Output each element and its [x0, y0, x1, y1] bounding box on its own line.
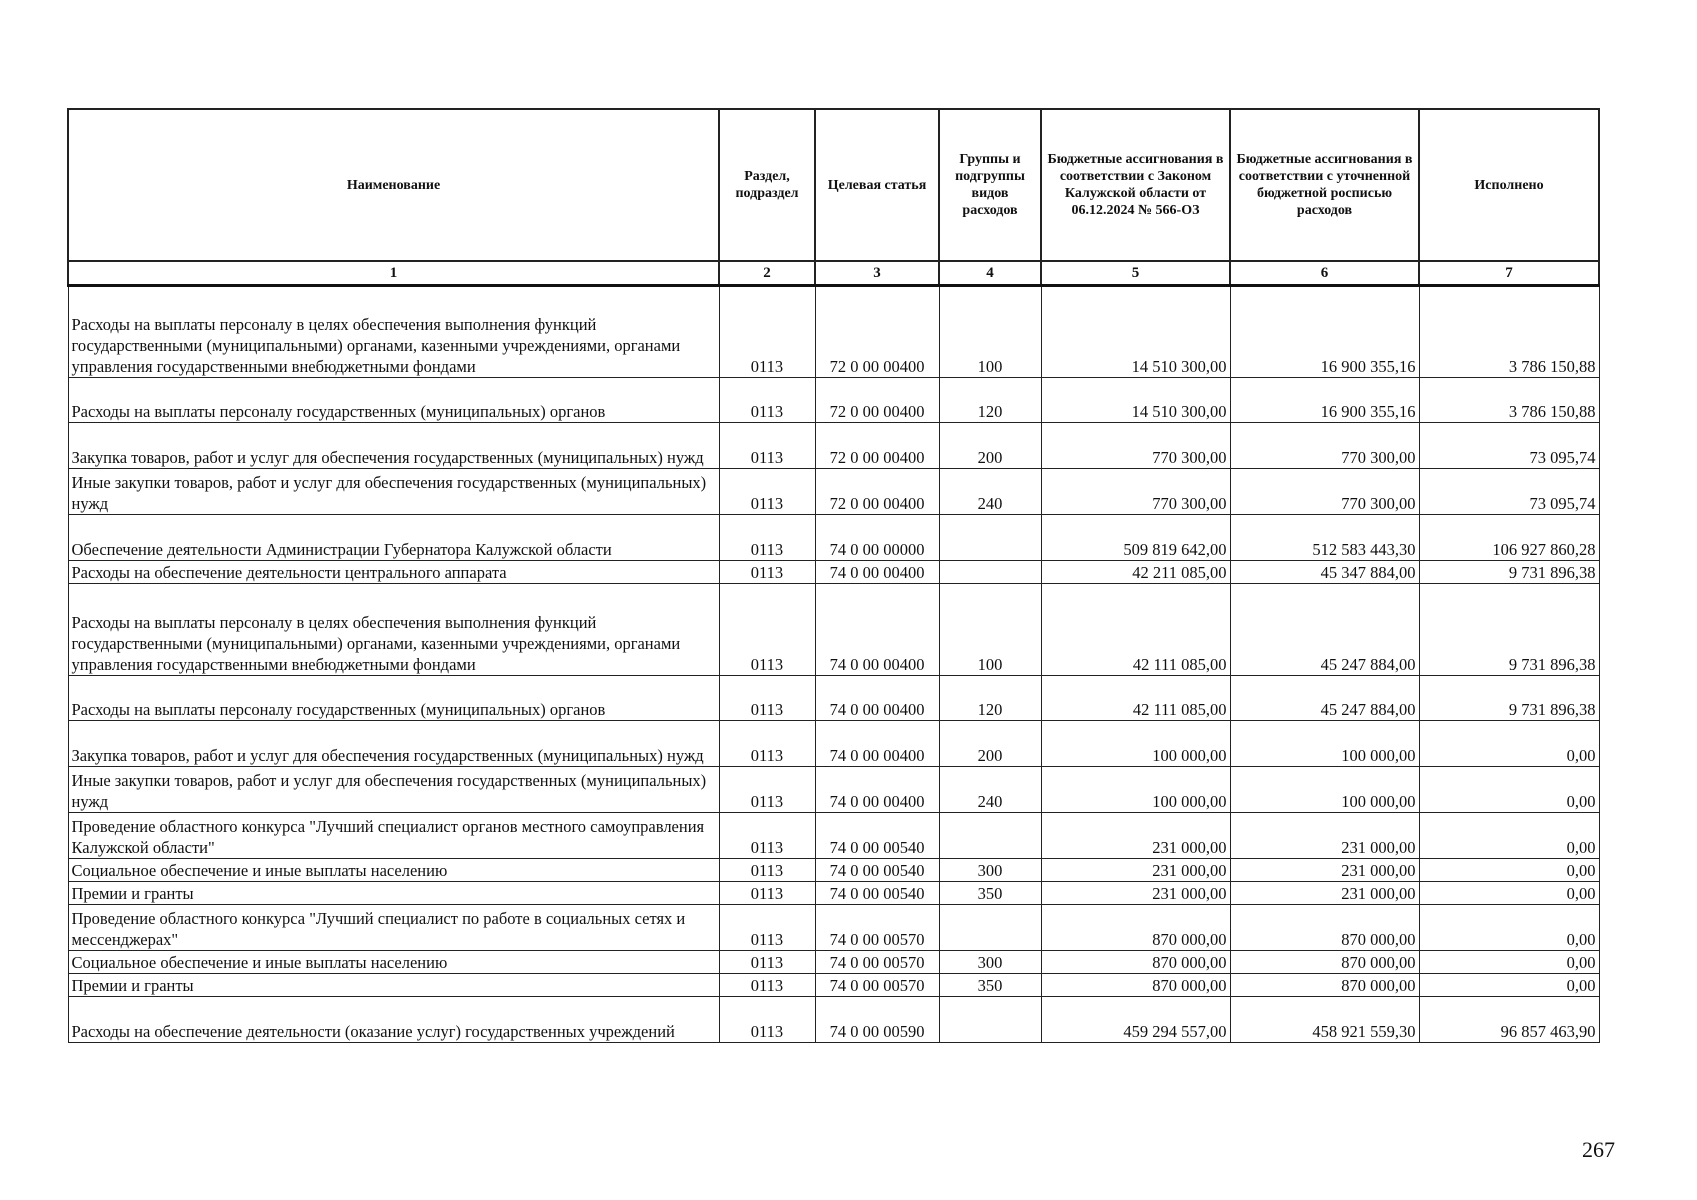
row-expense-group: 100 [939, 584, 1041, 676]
row-section: 0113 [719, 951, 815, 974]
row-target-article: 74 0 00 00400 [815, 767, 939, 813]
row-executed: 0,00 [1419, 905, 1599, 951]
row-refined-allocation: 100 000,00 [1230, 767, 1419, 813]
row-law-allocation: 42 111 085,00 [1041, 676, 1230, 721]
table-row [68, 882, 1599, 905]
table-row [68, 469, 1599, 515]
row-law-allocation: 231 000,00 [1041, 882, 1230, 905]
table-row [68, 974, 1599, 997]
row-refined-allocation: 231 000,00 [1230, 882, 1419, 905]
row-expense-group [939, 905, 1041, 951]
budget-table [67, 108, 1600, 1043]
row-executed: 0,00 [1419, 859, 1599, 882]
row-refined-allocation: 16 900 355,16 [1230, 378, 1419, 423]
row-executed: 0,00 [1419, 974, 1599, 997]
row-refined-allocation: 870 000,00 [1230, 905, 1419, 951]
row-expense-group [939, 515, 1041, 561]
row-name: Иные закупки товаров, работ и услуг для обеспечения государственных (муниципальных) нужд [68, 767, 719, 813]
row-expense-group: 240 [939, 767, 1041, 813]
row-law-allocation: 870 000,00 [1041, 951, 1230, 974]
row-expense-group: 200 [939, 423, 1041, 469]
row-expense-group: 240 [939, 469, 1041, 515]
header-refined-allocations: Бюджетные ассигнования в соответствии с уточненной бюджетной росписью расходов [1230, 109, 1419, 261]
row-expense-group: 350 [939, 882, 1041, 905]
row-section: 0113 [719, 469, 815, 515]
row-name: Расходы на обеспечение деятельности центрального аппарата [68, 561, 719, 584]
row-target-article: 74 0 00 00570 [815, 951, 939, 974]
column-number: 6 [1230, 261, 1419, 286]
header-expense-groups: Группы и подгруппы видов расходов [939, 109, 1041, 261]
row-name: Проведение областного конкурса "Лучший специалист по работе в социальных сетях и мессенджерах" [68, 905, 719, 951]
row-executed: 0,00 [1419, 721, 1599, 767]
row-law-allocation: 770 300,00 [1041, 423, 1230, 469]
table-row [68, 561, 1599, 584]
row-law-allocation: 231 000,00 [1041, 813, 1230, 859]
row-name: Обеспечение деятельности Администрации Губернатора Калужской области [68, 515, 719, 561]
row-refined-allocation: 16 900 355,16 [1230, 286, 1419, 378]
table-row [68, 378, 1599, 423]
row-expense-group: 120 [939, 378, 1041, 423]
row-executed: 3 786 150,88 [1419, 378, 1599, 423]
table-row [68, 423, 1599, 469]
row-target-article: 74 0 00 00400 [815, 676, 939, 721]
table-row [68, 997, 1599, 1043]
row-refined-allocation: 231 000,00 [1230, 859, 1419, 882]
row-executed: 106 927 860,28 [1419, 515, 1599, 561]
row-name: Расходы на выплаты персоналу государственных (муниципальных) органов [68, 378, 719, 423]
row-expense-group [939, 561, 1041, 584]
column-number: 4 [939, 261, 1041, 286]
column-number: 2 [719, 261, 815, 286]
row-name: Премии и гранты [68, 882, 719, 905]
row-name: Расходы на обеспечение деятельности (оказание услуг) государственных учреждений [68, 997, 719, 1043]
row-name: Социальное обеспечение и иные выплаты населению [68, 859, 719, 882]
table-row [68, 905, 1599, 951]
row-section: 0113 [719, 584, 815, 676]
row-section: 0113 [719, 997, 815, 1043]
row-section: 0113 [719, 378, 815, 423]
header-section: Раздел, подраздел [719, 109, 815, 261]
row-section: 0113 [719, 561, 815, 584]
row-executed: 0,00 [1419, 951, 1599, 974]
row-executed: 96 857 463,90 [1419, 997, 1599, 1043]
row-law-allocation: 42 211 085,00 [1041, 561, 1230, 584]
row-expense-group [939, 813, 1041, 859]
row-executed: 9 731 896,38 [1419, 676, 1599, 721]
row-refined-allocation: 458 921 559,30 [1230, 997, 1419, 1043]
row-section: 0113 [719, 515, 815, 561]
row-section: 0113 [719, 882, 815, 905]
row-expense-group: 350 [939, 974, 1041, 997]
column-number: 1 [68, 261, 719, 286]
row-name: Иные закупки товаров, работ и услуг для обеспечения государственных (муниципальных) нужд [68, 469, 719, 515]
table-row [68, 721, 1599, 767]
table-row [68, 951, 1599, 974]
row-law-allocation: 100 000,00 [1041, 721, 1230, 767]
table-row [68, 859, 1599, 882]
table-row [68, 813, 1599, 859]
header-law-allocations: Бюджетные ассигнования в соответствии с Законом Калужской области от 06.12.2024 № 566-ОЗ [1041, 109, 1230, 261]
row-executed: 9 731 896,38 [1419, 584, 1599, 676]
row-name: Премии и гранты [68, 974, 719, 997]
row-target-article: 72 0 00 00400 [815, 469, 939, 515]
row-name: Закупка товаров, работ и услуг для обеспечения государственных (муниципальных) нужд [68, 423, 719, 469]
row-refined-allocation: 100 000,00 [1230, 721, 1419, 767]
row-executed: 3 786 150,88 [1419, 286, 1599, 378]
row-target-article: 72 0 00 00400 [815, 423, 939, 469]
row-target-article: 72 0 00 00400 [815, 286, 939, 378]
table-row [68, 767, 1599, 813]
row-executed: 9 731 896,38 [1419, 561, 1599, 584]
row-refined-allocation: 231 000,00 [1230, 813, 1419, 859]
row-law-allocation: 459 294 557,00 [1041, 997, 1230, 1043]
row-section: 0113 [719, 905, 815, 951]
row-section: 0113 [719, 423, 815, 469]
row-law-allocation: 14 510 300,00 [1041, 286, 1230, 378]
row-law-allocation: 42 111 085,00 [1041, 584, 1230, 676]
page-number: 267 [1582, 1137, 1615, 1162]
row-executed: 0,00 [1419, 882, 1599, 905]
row-law-allocation: 870 000,00 [1041, 974, 1230, 997]
row-name: Проведение областного конкурса "Лучший специалист органов местного самоуправления Калужской области" [68, 813, 719, 859]
row-target-article: 74 0 00 00540 [815, 859, 939, 882]
row-target-article: 74 0 00 00540 [815, 882, 939, 905]
row-section: 0113 [719, 286, 815, 378]
row-section: 0113 [719, 974, 815, 997]
row-refined-allocation: 870 000,00 [1230, 974, 1419, 997]
row-target-article: 74 0 00 00000 [815, 515, 939, 561]
row-refined-allocation: 45 347 884,00 [1230, 561, 1419, 584]
row-section: 0113 [719, 721, 815, 767]
row-refined-allocation: 45 247 884,00 [1230, 676, 1419, 721]
row-executed: 0,00 [1419, 813, 1599, 859]
header-target-article: Целевая статья [815, 109, 939, 261]
row-refined-allocation: 770 300,00 [1230, 469, 1419, 515]
row-expense-group: 300 [939, 951, 1041, 974]
row-target-article: 74 0 00 00570 [815, 974, 939, 997]
row-executed: 0,00 [1419, 767, 1599, 813]
row-expense-group [939, 997, 1041, 1043]
row-refined-allocation: 770 300,00 [1230, 423, 1419, 469]
row-refined-allocation: 512 583 443,30 [1230, 515, 1419, 561]
table-row [68, 286, 1599, 378]
column-number: 5 [1041, 261, 1230, 286]
row-executed: 73 095,74 [1419, 423, 1599, 469]
header-row [68, 109, 1599, 261]
row-law-allocation: 14 510 300,00 [1041, 378, 1230, 423]
row-section: 0113 [719, 767, 815, 813]
row-name: Расходы на выплаты персоналу в целях обеспечения выполнения функций государственными (муниципальными) органами, казенными учреждениями, органами управления государственными внебюджетными фондами [68, 584, 719, 676]
row-target-article: 74 0 00 00570 [815, 905, 939, 951]
row-name: Закупка товаров, работ и услуг для обеспечения государственных (муниципальных) нужд [68, 721, 719, 767]
row-expense-group: 300 [939, 859, 1041, 882]
header-executed: Исполнено [1419, 109, 1599, 261]
row-refined-allocation: 870 000,00 [1230, 951, 1419, 974]
row-law-allocation: 509 819 642,00 [1041, 515, 1230, 561]
row-expense-group: 200 [939, 721, 1041, 767]
column-number: 7 [1419, 261, 1599, 286]
row-expense-group: 120 [939, 676, 1041, 721]
table-row [68, 584, 1599, 676]
row-name: Социальное обеспечение и иные выплаты населению [68, 951, 719, 974]
row-section: 0113 [719, 676, 815, 721]
row-executed: 73 095,74 [1419, 469, 1599, 515]
header-name: Наименование [68, 109, 719, 261]
row-law-allocation: 870 000,00 [1041, 905, 1230, 951]
row-expense-group: 100 [939, 286, 1041, 378]
table-row [68, 515, 1599, 561]
row-refined-allocation: 45 247 884,00 [1230, 584, 1419, 676]
row-target-article: 74 0 00 00400 [815, 721, 939, 767]
row-name: Расходы на выплаты персоналу в целях обеспечения выполнения функций государственными (муниципальными) органами, казенными учреждениями, органами управления государственными внебюджетными фондами [68, 286, 719, 378]
column-number: 3 [815, 261, 939, 286]
row-law-allocation: 231 000,00 [1041, 859, 1230, 882]
row-target-article: 74 0 00 00540 [815, 813, 939, 859]
row-target-article: 72 0 00 00400 [815, 378, 939, 423]
row-law-allocation: 100 000,00 [1041, 767, 1230, 813]
row-section: 0113 [719, 813, 815, 859]
row-section: 0113 [719, 859, 815, 882]
row-target-article: 74 0 00 00400 [815, 561, 939, 584]
row-target-article: 74 0 00 00400 [815, 584, 939, 676]
column-number-row [68, 261, 1599, 286]
row-target-article: 74 0 00 00590 [815, 997, 939, 1043]
row-name: Расходы на выплаты персоналу государственных (муниципальных) органов [68, 676, 719, 721]
row-law-allocation: 770 300,00 [1041, 469, 1230, 515]
table-row [68, 676, 1599, 721]
